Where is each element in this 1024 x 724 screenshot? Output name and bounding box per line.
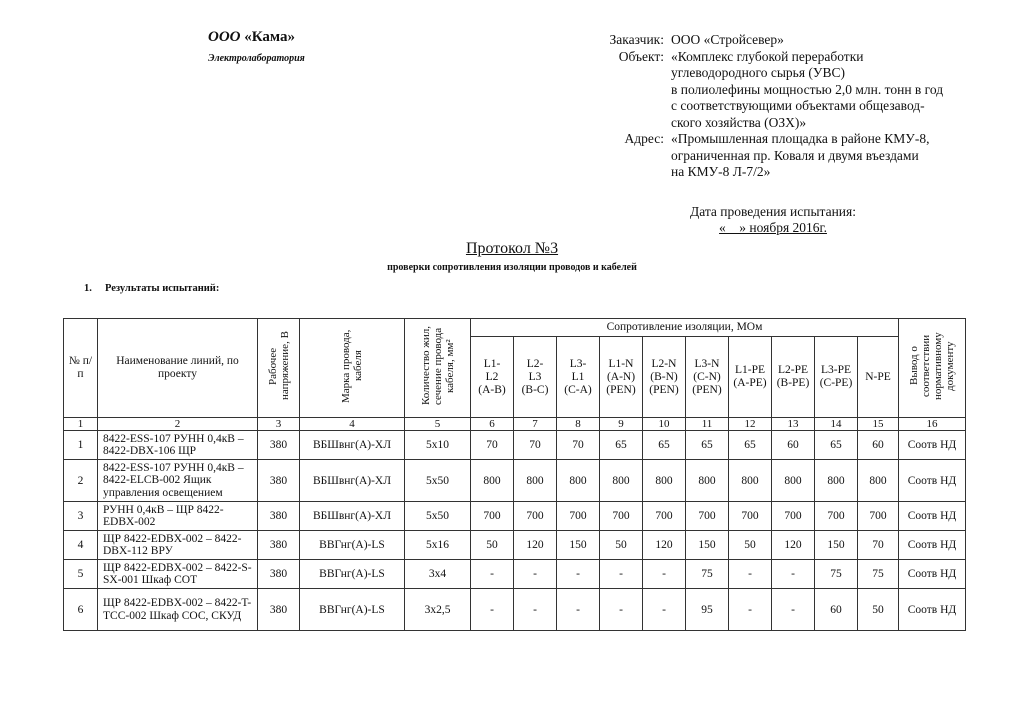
- column-number: 4: [300, 418, 405, 431]
- table-row: [64, 431, 966, 460]
- object-line: углеводородного сырья (УВС): [671, 65, 845, 80]
- resistance-cell: -: [643, 589, 686, 631]
- cable-brand-cell: ВБШвнг(А)-ХЛ: [300, 460, 405, 502]
- company-name: [208, 29, 295, 46]
- cores-cell: 3х4: [405, 560, 471, 589]
- resistance-cell: 70: [514, 431, 557, 460]
- column-number: 8: [557, 418, 600, 431]
- resistance-cell: 60: [772, 431, 815, 460]
- resistance-cell: 800: [815, 460, 858, 502]
- customer-row: [500, 32, 971, 49]
- row-number: 5: [64, 560, 98, 589]
- object-line: с соответствующими объектами общезавод-: [671, 98, 925, 113]
- resistance-cell: 65: [643, 431, 686, 460]
- resistance-cell: 800: [858, 460, 899, 502]
- resistance-cell: 800: [471, 460, 514, 502]
- header-resistance-col: L3- L1 (C-A): [557, 337, 600, 418]
- header-cores: Количество жил, сечение провода кабеля, мм²: [405, 319, 471, 418]
- resistance-cell: 800: [643, 460, 686, 502]
- table-row: [64, 531, 966, 560]
- resistance-cell: 75: [815, 560, 858, 589]
- protocol-title-text: Протокол №3: [465, 240, 559, 257]
- resistance-cell: 60: [815, 589, 858, 631]
- row-number: 3: [64, 502, 98, 531]
- cores-cell: 3х2,5: [405, 589, 471, 631]
- conclusion-cell: Соотв НД: [899, 502, 966, 531]
- resistance-cell: -: [557, 589, 600, 631]
- header-number: № п/п: [64, 319, 98, 418]
- address-value: [671, 131, 971, 181]
- resistance-cell: 700: [514, 502, 557, 531]
- column-number: 5: [405, 418, 471, 431]
- resistance-cell: 700: [557, 502, 600, 531]
- lab-name: Электролаборатория: [208, 53, 305, 64]
- object-value: [671, 49, 971, 132]
- cores-cell: 5х50: [405, 460, 471, 502]
- header-resistance-col: L2-PE (B-PE): [772, 337, 815, 418]
- resistance-cell: 700: [600, 502, 643, 531]
- conclusion-cell: Соотв НД: [899, 460, 966, 502]
- resistance-cell: 700: [815, 502, 858, 531]
- resistance-cell: -: [514, 589, 557, 631]
- resistance-cell: 65: [686, 431, 729, 460]
- header-row: [64, 319, 966, 337]
- resistance-cell: 75: [858, 560, 899, 589]
- resistance-cell: 70: [557, 431, 600, 460]
- resistance-cell: -: [600, 560, 643, 589]
- column-number: 1: [64, 418, 98, 431]
- header-resistance-col: N-PE: [858, 337, 899, 418]
- object-line: в полиолефины мощностью 2,0 млн. тонн в год: [671, 81, 944, 97]
- cores-cell: 5х10: [405, 431, 471, 460]
- column-number: 9: [600, 418, 643, 431]
- header-cable-brand: Марка провода, кабеля: [300, 319, 405, 418]
- resistance-cell: 700: [772, 502, 815, 531]
- resistance-cell: -: [471, 560, 514, 589]
- test-date: [660, 204, 886, 236]
- resistance-cell: 50: [858, 589, 899, 631]
- voltage-cell: 380: [258, 531, 300, 560]
- column-number: 7: [514, 418, 557, 431]
- header-conclusion: Вывод о соответствии нормативному документу: [899, 319, 966, 418]
- customer-value: ООО «Стройсевер»: [671, 32, 784, 47]
- voltage-cell: 380: [258, 560, 300, 589]
- table-row: [64, 560, 966, 589]
- resistance-cell: -: [557, 560, 600, 589]
- address-row: [500, 131, 971, 181]
- resistance-cell: 150: [815, 531, 858, 560]
- resistance-cell: 800: [557, 460, 600, 502]
- cores-cell: 5х50: [405, 502, 471, 531]
- resistance-cell: 50: [729, 531, 772, 560]
- resistance-cell: -: [643, 560, 686, 589]
- cable-brand-cell: ВВГнг(А)-LS: [300, 589, 405, 631]
- resistance-cell: 65: [815, 431, 858, 460]
- date-value: « » ноября 2016г.: [719, 220, 827, 235]
- document-info: [500, 32, 971, 181]
- voltage-cell: 380: [258, 431, 300, 460]
- voltage-cell: 380: [258, 589, 300, 631]
- resistance-cell: 700: [643, 502, 686, 531]
- resistance-cell: 150: [557, 531, 600, 560]
- table-body: [64, 431, 966, 631]
- conclusion-cell: Соотв НД: [899, 431, 966, 460]
- header-resistance-col: L1-N (A-N) (PEN): [600, 337, 643, 418]
- header-line-name: Наименование линий, по проекту: [98, 319, 258, 418]
- line-name: ЩР 8422-EDBX-002 – 8422-S-SX-001 Шкаф СОТ: [98, 560, 258, 589]
- column-number: 15: [858, 418, 899, 431]
- line-name: 8422-ESS-107 РУНН 0,4кВ – 8422-ELCB-002 Ящик управления освещением: [98, 460, 258, 502]
- header-resistance-col: L1- L2 (A-B): [471, 337, 514, 418]
- row-number: 6: [64, 589, 98, 631]
- section-heading: 1. Результаты испытаний:: [84, 283, 220, 294]
- header-insulation-group: Сопротивление изоляции, МОм: [471, 319, 899, 337]
- resistance-cell: -: [772, 560, 815, 589]
- address-label: Адрес:: [624, 131, 664, 146]
- resistance-cell: -: [772, 589, 815, 631]
- column-number-row: [64, 418, 966, 431]
- resistance-cell: -: [729, 589, 772, 631]
- line-name: ЩР 8422-EDBX-002 – 8422-T-TCC-002 Шкаф СОС, СКУД: [98, 589, 258, 631]
- resistance-cell: 800: [686, 460, 729, 502]
- resistance-cell: -: [514, 560, 557, 589]
- cable-brand-cell: ВБШвнг(А)-ХЛ: [300, 431, 405, 460]
- address-line: ограниченная пр. Коваля и двумя въездами: [671, 147, 919, 163]
- resistance-cell: 120: [514, 531, 557, 560]
- table-row: [64, 502, 966, 531]
- column-number: 2: [98, 418, 258, 431]
- protocol-title: [0, 240, 1024, 258]
- object-line: «Комплекс глубокой переработки: [671, 48, 864, 64]
- column-number: 11: [686, 418, 729, 431]
- cores-cell: 5х16: [405, 531, 471, 560]
- company-prefix: ООО: [208, 29, 241, 45]
- resistance-cell: 800: [600, 460, 643, 502]
- header-resistance-col: L2- L3 (B-C): [514, 337, 557, 418]
- cable-brand-cell: ВВГнг(А)-LS: [300, 531, 405, 560]
- row-number: 2: [64, 460, 98, 502]
- header-voltage: Рабочее напряжение, В: [258, 319, 300, 418]
- cable-brand-cell: ВБШвнг(А)-ХЛ: [300, 502, 405, 531]
- resistance-cell: 70: [471, 431, 514, 460]
- column-number: 10: [643, 418, 686, 431]
- row-number: 1: [64, 431, 98, 460]
- column-number: 16: [899, 418, 966, 431]
- table-row: [64, 460, 966, 502]
- results-table: [63, 318, 966, 631]
- protocol-subtitle: проверки сопротивления изоляции проводов и кабелей: [387, 262, 637, 273]
- resistance-cell: -: [729, 560, 772, 589]
- conclusion-cell: Соотв НД: [899, 589, 966, 631]
- resistance-cell: 800: [514, 460, 557, 502]
- object-label: Объект:: [618, 48, 664, 64]
- resistance-cell: 700: [858, 502, 899, 531]
- resistance-cell: 95: [686, 589, 729, 631]
- resistance-cell: 65: [600, 431, 643, 460]
- cable-brand-cell: ВВГнг(А)-LS: [300, 560, 405, 589]
- table-row: [64, 589, 966, 631]
- voltage-cell: 380: [258, 460, 300, 502]
- resistance-cell: 75: [686, 560, 729, 589]
- line-name: 8422-ESS-107 РУНН 0,4кВ – 8422-DBX-106 ЩР: [98, 431, 258, 460]
- customer-label: Заказчик:: [609, 32, 664, 47]
- object-line: ского хозяйства (ОЗХ)»: [671, 114, 807, 130]
- header-resistance-col: L2-N (B-N) (PEN): [643, 337, 686, 418]
- header-resistance-col: L3-N (C-N) (PEN): [686, 337, 729, 418]
- resistance-cell: 70: [858, 531, 899, 560]
- resistance-cell: 120: [643, 531, 686, 560]
- resistance-cell: 800: [729, 460, 772, 502]
- header-resistance-col: L3-PE (C-PE): [815, 337, 858, 418]
- resistance-cell: 800: [772, 460, 815, 502]
- company-quoted-name: «Кама»: [244, 29, 296, 45]
- resistance-cell: 700: [471, 502, 514, 531]
- resistance-cell: 150: [686, 531, 729, 560]
- line-name: ЩР 8422-EDBX-002 – 8422-DBX-112 ВРУ: [98, 531, 258, 560]
- column-number: 3: [258, 418, 300, 431]
- resistance-cell: 700: [686, 502, 729, 531]
- resistance-cell: -: [600, 589, 643, 631]
- conclusion-cell: Соотв НД: [899, 560, 966, 589]
- resistance-cell: 700: [729, 502, 772, 531]
- column-number: 14: [815, 418, 858, 431]
- column-number: 13: [772, 418, 815, 431]
- resistance-cell: 120: [772, 531, 815, 560]
- header-resistance-col: L1-PE (A-PE): [729, 337, 772, 418]
- date-label: Дата проведения испытания:: [690, 204, 856, 219]
- resistance-cell: -: [471, 589, 514, 631]
- column-number: 12: [729, 418, 772, 431]
- resistance-cell: 60: [858, 431, 899, 460]
- line-name: РУНН 0,4кВ – ЩР 8422-EDBX-002: [98, 502, 258, 531]
- resistance-cell: 65: [729, 431, 772, 460]
- voltage-cell: 380: [258, 502, 300, 531]
- object-row: [500, 49, 971, 132]
- conclusion-cell: Соотв НД: [899, 531, 966, 560]
- resistance-cell: 50: [600, 531, 643, 560]
- row-number: 4: [64, 531, 98, 560]
- address-line: «Промышленная площадка в районе КМУ-8,: [671, 131, 930, 146]
- resistance-cell: 50: [471, 531, 514, 560]
- address-line: на КМУ-8 Л-7/2»: [671, 164, 771, 179]
- column-number: 6: [471, 418, 514, 431]
